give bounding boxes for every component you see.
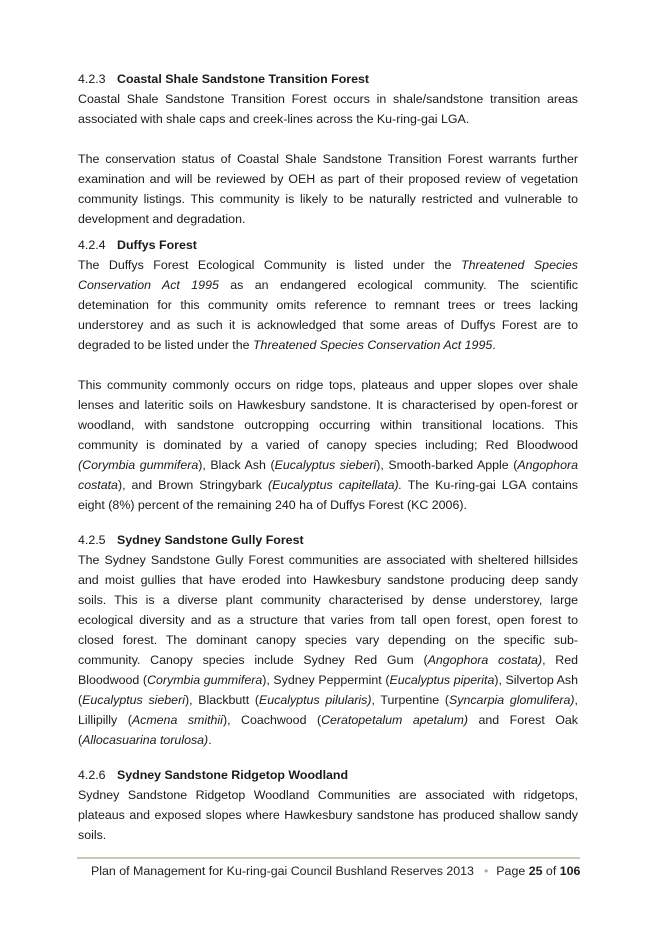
section-title: Sydney Sandstone Ridgetop Woodland [117,768,349,782]
page-footer [91,864,580,878]
section-number: 4.2.3 [78,72,106,86]
paragraph: The conservation status of Coastal Shale Sandstone Transition Forest warrants further examination and will be reviewed by OEH as part of their proposed review of vegetation community listings. This community is likely to be naturally restricted and vulnerable to development and degradation. [78,152,578,226]
section-heading-4-2-6 [78,765,578,785]
section-heading-4-2-3 [78,69,578,89]
footer-document-title: Plan of Management for Ku-ring-gai Council Bushland Reserves 2013 [91,864,474,878]
footer-of-label: of [542,864,560,878]
footer-page-label: Page [496,864,529,878]
section-heading-4-2-4 [78,235,578,255]
paragraph: Coastal Shale Sandstone Transition Forest occurs in shale/sandstone transition areas associated with shale caps and creek-lines across the Ku-ring-gai LGA. [78,92,578,126]
paragraph: This community commonly occurs on ridge tops, plateaus and upper slopes over shale lenses and lateritic soils on Hawkesbury sandstone. It is characterised by open-forest or woodland, with sandstone outcropping occurring within transitional locations. This community is dominated by a varied of canopy species including; Red Bloodwood (Corymbia gummifera), Black Ash (Eucalyptus sieberi), Smooth-barked Apple (Angophora costata), and Brown Stringybark (Eucalyptus capitellata). The Ku-ring-gai LGA contains eight (8%) percent of the remaining 240 ha of Duffys Forest (KC 2006). [78,378,578,512]
footer-bullet-icon: • [483,864,489,878]
footer-rule [77,857,580,859]
paragraph: Sydney Sandstone Ridgetop Woodland Communities are associated with ridgetops, plateaus and exposed slopes where Hawkesbury sandstone has produced shallow sandy soils. [78,788,578,842]
section-title: Sydney Sandstone Gully Forest [117,533,304,547]
footer-page-number: 25 [528,864,543,878]
document-page [78,69,578,845]
paragraph: The Duffys Forest Ecological Community is listed under the Threatened Species Conservation Act 1995 as an endangered ecological community. The scientific detemination for this community omits reference to remnant trees or trees lacking understorey and as such it is acknowledged that some areas of Duffys Forest are to degraded to be listed under the Threatened Species Conservation Act 1995. [78,258,578,352]
footer-total-pages: 106 [559,864,581,878]
section-number: 4.2.4 [78,238,106,252]
section-heading-4-2-5 [78,530,578,550]
section-number: 4.2.6 [78,768,106,782]
section-title: Duffys Forest [117,238,197,252]
paragraph: The Sydney Sandstone Gully Forest communities are associated with sheltered hillsides and moist gullies that have eroded into Hawkesbury sandstone producing deep sandy soils. This is a diverse plant community characterised by dense understorey, large ecological diversity and as a structure that varies from tall open forest, open forest to closed forest. The dominant canopy species vary depending on the specific sub-community. Canopy species include Sydney Red Gum (Angophora costata), Red Bloodwood (Corymbia gummifera), Sydney Peppermint (Eucalyptus piperita), Silvertop Ash (Eucalyptus sieberi), Blackbutt (Eucalyptus pilularis), Turpentine (Syncarpia glomulifera), Lillipilly (Acmena smithii), Coachwood (Ceratopetalum apetalum) and Forest Oak (Allocasuarina torulosa). [78,553,579,747]
section-title: Coastal Shale Sandstone Transition Forest [117,72,369,86]
section-number: 4.2.5 [78,533,106,547]
